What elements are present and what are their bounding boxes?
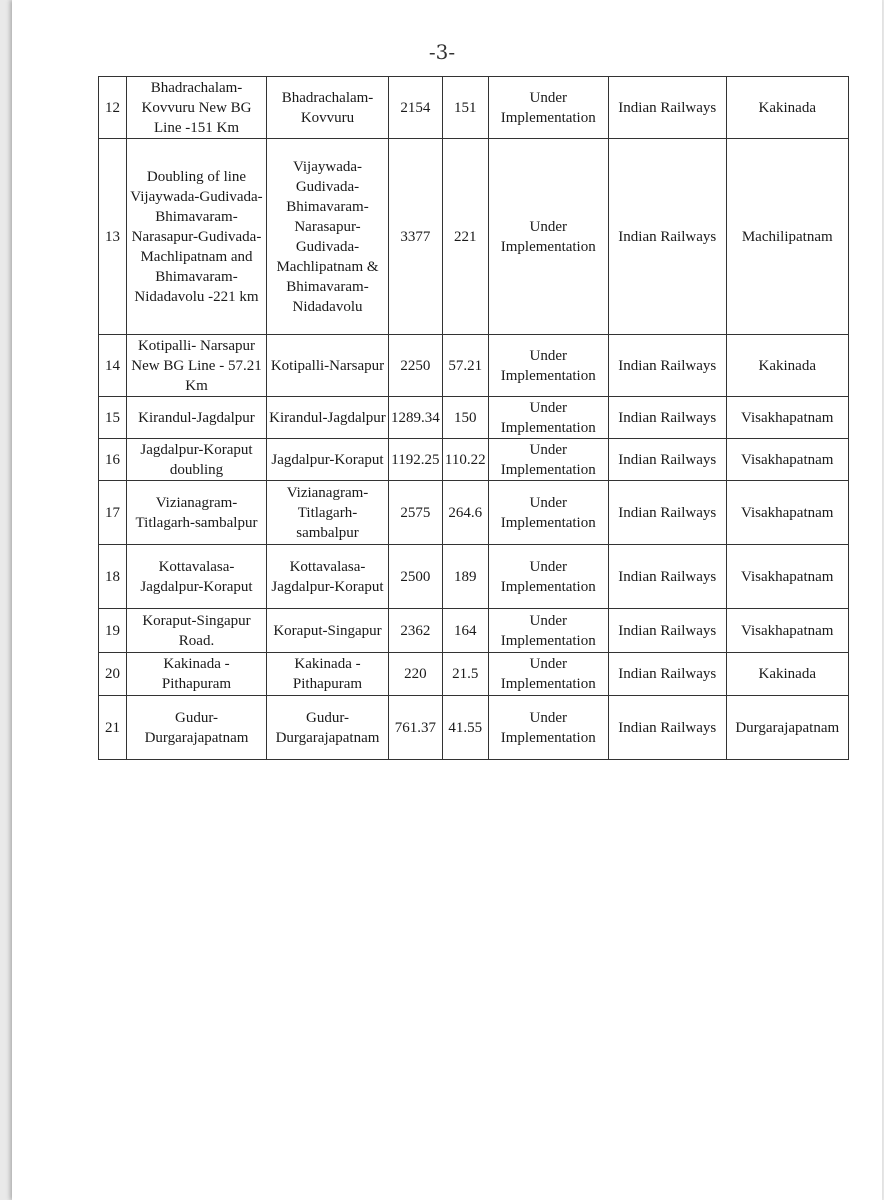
length-cell: 41.55 bbox=[442, 696, 488, 760]
agency-cell: Indian Railways bbox=[608, 609, 726, 653]
serial-number-cell: 16 bbox=[99, 439, 127, 481]
serial-number-cell: 18 bbox=[99, 545, 127, 609]
port-cell: Machilipatnam bbox=[726, 139, 848, 335]
agency-cell: Indian Railways bbox=[608, 696, 726, 760]
section-cell: Vijaywada-Gudivada-Bhimavaram-Narasapur-Gudivada-Machlipatnam & Bhimavaram-Nidadavolu bbox=[267, 139, 389, 335]
cost-cell: 1289.34 bbox=[389, 397, 443, 439]
section-cell: Koraput-Singapur bbox=[267, 609, 389, 653]
cost-cell: 2575 bbox=[389, 481, 443, 545]
length-cell: 264.6 bbox=[442, 481, 488, 545]
railway-projects-table bbox=[98, 76, 849, 760]
table-row bbox=[99, 335, 849, 397]
serial-number-cell: 15 bbox=[99, 397, 127, 439]
agency-cell: Indian Railways bbox=[608, 439, 726, 481]
status-cell: Under Implementation bbox=[488, 653, 608, 696]
project-name-cell: Kakinada - Pithapuram bbox=[127, 653, 267, 696]
port-cell: Visakhapatnam bbox=[726, 439, 848, 481]
port-cell: Durgarajapatnam bbox=[726, 696, 848, 760]
project-name-cell: Bhadrachalam-Kovvuru New BG Line -151 Km bbox=[127, 77, 267, 139]
cost-cell: 2362 bbox=[389, 609, 443, 653]
agency-cell: Indian Railways bbox=[608, 77, 726, 139]
port-cell: Kakinada bbox=[726, 335, 848, 397]
length-cell: 57.21 bbox=[442, 335, 488, 397]
status-cell: Under Implementation bbox=[488, 696, 608, 760]
project-name-cell: Kirandul-Jagdalpur bbox=[127, 397, 267, 439]
cost-cell: 761.37 bbox=[389, 696, 443, 760]
table-row bbox=[99, 397, 849, 439]
status-cell: Under Implementation bbox=[488, 609, 608, 653]
port-cell: Kakinada bbox=[726, 653, 848, 696]
project-name-cell: Jagdalpur-Koraput doubling bbox=[127, 439, 267, 481]
serial-number-cell: 21 bbox=[99, 696, 127, 760]
table-row bbox=[99, 696, 849, 760]
status-cell: Under Implementation bbox=[488, 481, 608, 545]
length-cell: 164 bbox=[442, 609, 488, 653]
project-name-cell: Kottavalasa-Jagdalpur-Koraput bbox=[127, 545, 267, 609]
status-cell: Under Implementation bbox=[488, 545, 608, 609]
length-cell: 110.22 bbox=[442, 439, 488, 481]
port-cell: Kakinada bbox=[726, 77, 848, 139]
agency-cell: Indian Railways bbox=[608, 139, 726, 335]
table-row bbox=[99, 653, 849, 696]
length-cell: 151 bbox=[442, 77, 488, 139]
port-cell: Visakhapatnam bbox=[726, 545, 848, 609]
section-cell: Kottavalasa-Jagdalpur-Koraput bbox=[267, 545, 389, 609]
table-row bbox=[99, 77, 849, 139]
agency-cell: Indian Railways bbox=[608, 397, 726, 439]
section-cell: Bhadrachalam-Kovvuru bbox=[267, 77, 389, 139]
cost-cell: 1192.25 bbox=[389, 439, 443, 481]
length-cell: 221 bbox=[442, 139, 488, 335]
status-cell: Under Implementation bbox=[488, 335, 608, 397]
serial-number-cell: 12 bbox=[99, 77, 127, 139]
length-cell: 150 bbox=[442, 397, 488, 439]
table-row bbox=[99, 545, 849, 609]
port-cell: Visakhapatnam bbox=[726, 481, 848, 545]
table-row bbox=[99, 609, 849, 653]
length-cell: 21.5 bbox=[442, 653, 488, 696]
project-name-cell: Koraput-Singapur Road. bbox=[127, 609, 267, 653]
status-cell: Under Implementation bbox=[488, 77, 608, 139]
table-row bbox=[99, 439, 849, 481]
table-row bbox=[99, 139, 849, 335]
section-cell: Kakinada - Pithapuram bbox=[267, 653, 389, 696]
cost-cell: 2500 bbox=[389, 545, 443, 609]
section-cell: Gudur-Durgarajapatnam bbox=[267, 696, 389, 760]
cost-cell: 3377 bbox=[389, 139, 443, 335]
document-page bbox=[12, 0, 882, 1200]
section-cell: Kotipalli-Narsapur bbox=[267, 335, 389, 397]
project-name-cell: Vizianagram-Titlagarh-sambalpur bbox=[127, 481, 267, 545]
cost-cell: 2250 bbox=[389, 335, 443, 397]
project-name-cell: Kotipalli- Narsapur New BG Line - 57.21 Km bbox=[127, 335, 267, 397]
section-cell: Jagdalpur-Koraput bbox=[267, 439, 389, 481]
length-cell: 189 bbox=[442, 545, 488, 609]
serial-number-cell: 20 bbox=[99, 653, 127, 696]
page-number: -3- bbox=[428, 40, 456, 64]
status-cell: Under Implementation bbox=[488, 139, 608, 335]
cost-cell: 2154 bbox=[389, 77, 443, 139]
agency-cell: Indian Railways bbox=[608, 653, 726, 696]
port-cell: Visakhapatnam bbox=[726, 609, 848, 653]
serial-number-cell: 13 bbox=[99, 139, 127, 335]
agency-cell: Indian Railways bbox=[608, 545, 726, 609]
project-name-cell: Gudur-Durgarajapatnam bbox=[127, 696, 267, 760]
table-row bbox=[99, 481, 849, 545]
agency-cell: Indian Railways bbox=[608, 335, 726, 397]
agency-cell: Indian Railways bbox=[608, 481, 726, 545]
project-name-cell: Doubling of line Vijaywada-Gudivada-Bhimavaram-Narasapur-Gudivada-Machlipatnam and Bhimavaram-Nidadavolu -221 km bbox=[127, 139, 267, 335]
section-cell: Vizianagram-Titlagarh-sambalpur bbox=[267, 481, 389, 545]
serial-number-cell: 17 bbox=[99, 481, 127, 545]
status-cell: Under Implementation bbox=[488, 397, 608, 439]
port-cell: Visakhapatnam bbox=[726, 397, 848, 439]
cost-cell: 220 bbox=[389, 653, 443, 696]
serial-number-cell: 19 bbox=[99, 609, 127, 653]
status-cell: Under Implementation bbox=[488, 439, 608, 481]
section-cell: Kirandul-Jagdalpur bbox=[267, 397, 389, 439]
serial-number-cell: 14 bbox=[99, 335, 127, 397]
